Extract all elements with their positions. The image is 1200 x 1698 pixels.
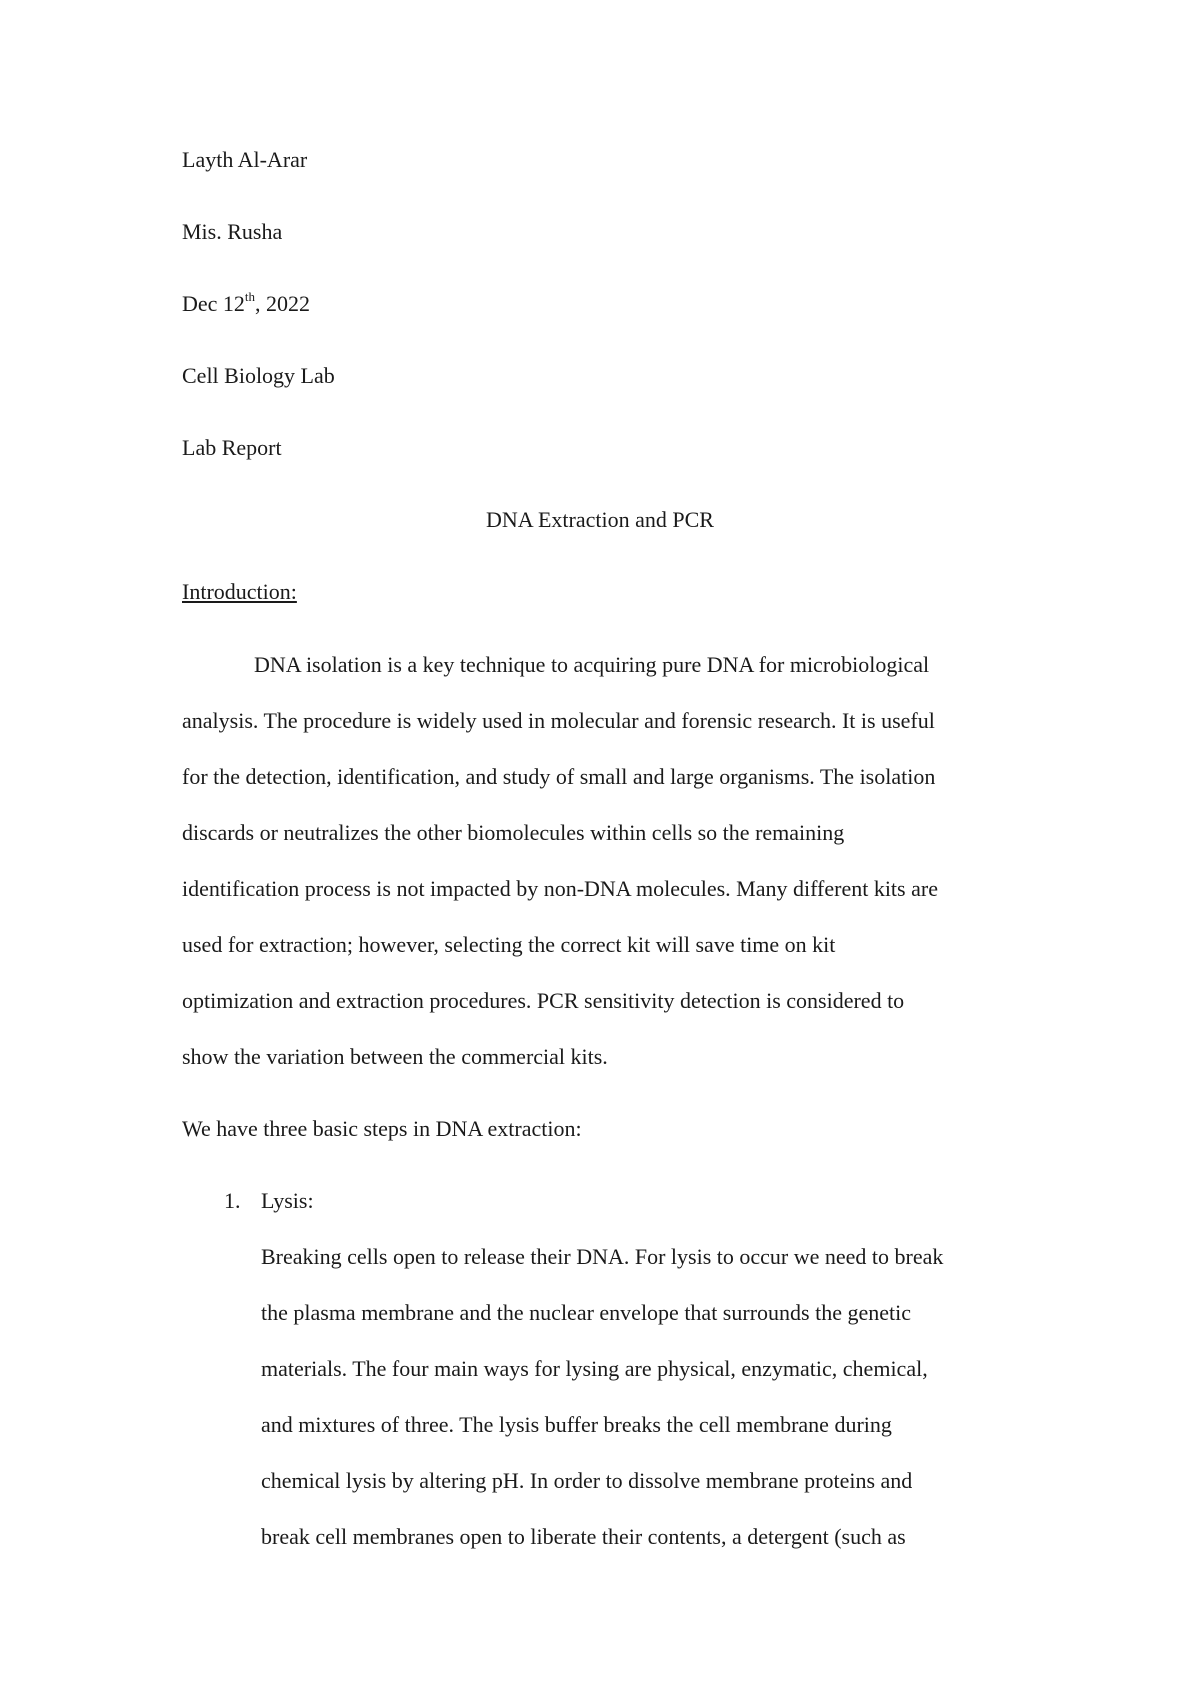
date-superscript: th — [244, 288, 256, 304]
date-prefix: Dec 12 — [182, 291, 245, 316]
list-item-line: materials. The four main ways for lysing are physical, enzymatic, chemical, — [261, 1356, 928, 1381]
document-type: Lab Report — [182, 435, 282, 460]
intro-line: identification process is not impacted by non-DNA molecules. Many different kits are — [182, 876, 938, 901]
intro-line: optimization and extraction procedures. PCR sensitivity detection is considered to — [182, 988, 905, 1013]
intro-line: show the variation between the commercial kits. — [182, 1044, 608, 1069]
list-item-line: break cell membranes open to liberate their contents, a detergent (such as — [261, 1524, 906, 1549]
list-item-line: chemical lysis by altering pH. In order to dissolve membrane proteins and — [261, 1468, 913, 1493]
teacher-name: Mis. Rusha — [182, 219, 283, 244]
intro-line: analysis. The procedure is widely used in molecular and forensic research. It is useful — [182, 708, 935, 733]
report-title: DNA Extraction and PCR — [486, 507, 714, 532]
intro-line: for the detection, identification, and study of small and large organisms. The isolation — [182, 764, 936, 789]
intro-line: discards or neutralizes the other biomolecules within cells so the remaining — [182, 820, 845, 845]
intro-line: used for extraction; however, selecting the correct kit will save time on kit — [182, 932, 836, 957]
intro-line: DNA isolation is a key technique to acquiring pure DNA for microbiological — [254, 652, 930, 677]
date — [182, 290, 310, 318]
date-suffix: , 2022 — [255, 291, 311, 316]
author-name: Layth Al-Arar — [182, 147, 308, 172]
list-item-line: Breaking cells open to release their DNA. For lysis to occur we need to break — [261, 1244, 944, 1269]
list-item-line: and mixtures of three. The lysis buffer breaks the cell membrane during — [261, 1412, 892, 1437]
steps-intro: We have three basic steps in DNA extraction: — [182, 1116, 582, 1141]
introduction-heading: Introduction: — [182, 579, 297, 604]
list-item-number: 1. — [224, 1188, 241, 1213]
course-name: Cell Biology Lab — [182, 363, 335, 388]
list-item-line: the plasma membrane and the nuclear envelope that surrounds the genetic — [261, 1300, 911, 1325]
list-item-title: Lysis: — [261, 1188, 314, 1213]
